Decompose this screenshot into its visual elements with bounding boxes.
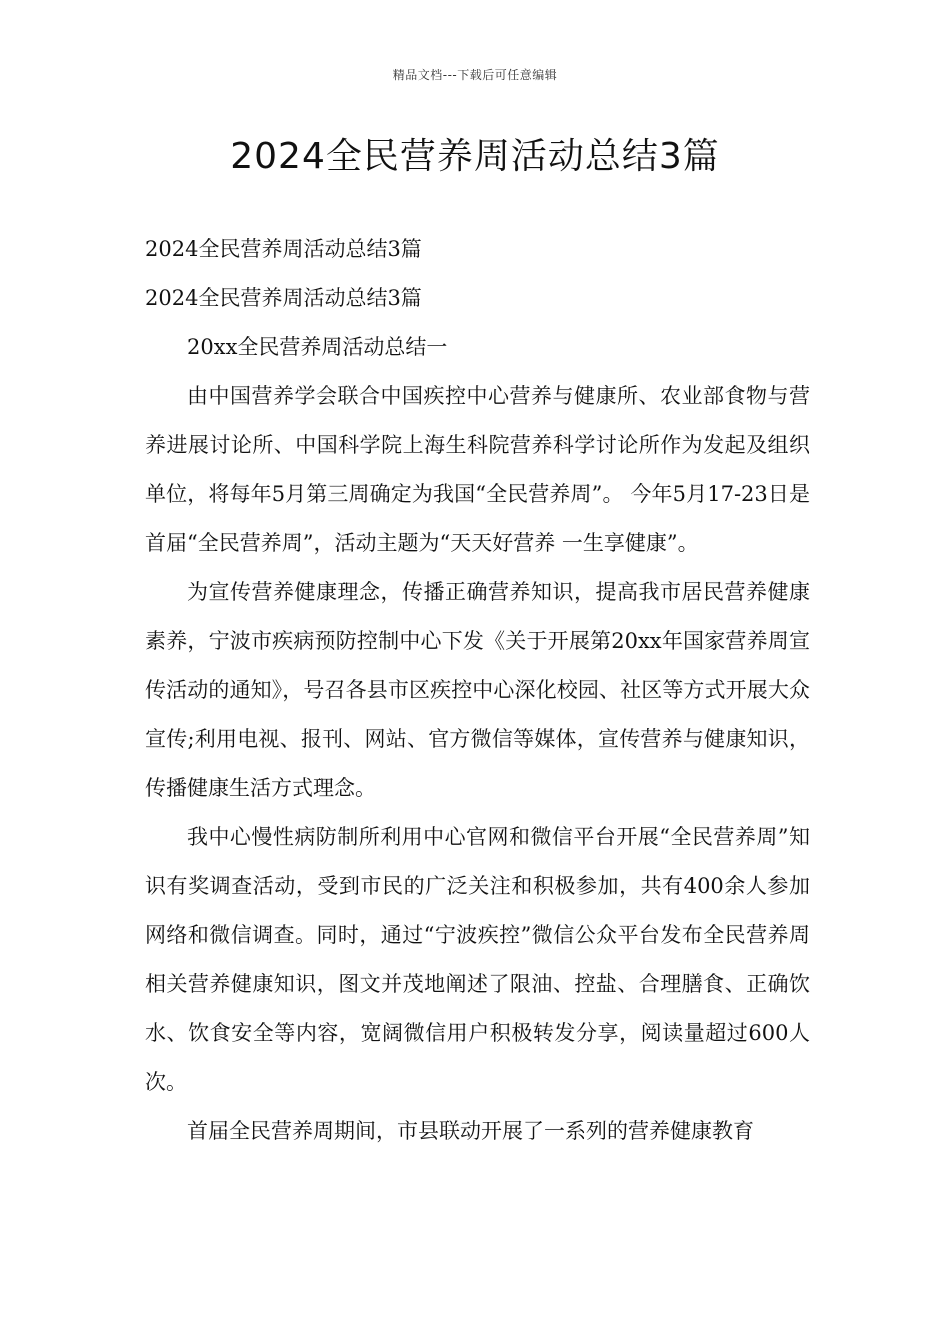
document-title: 2024全民营养周活动总结3篇 bbox=[230, 136, 720, 177]
header-note: 精品文档---下载后可任意编辑 bbox=[392, 68, 558, 82]
paragraph: 由中国营养学会联合中国疾控中心营养与健康所、农业部食物与营养进展讨论所、中国科学院上海生科院营养科学讨论所作为发起及组织单位，将每年5月第三周确定为我国“全民营养周”。 今年5月17-23日是首届“全民营养周”，活动主题为“天天好营养 一生享健康”。 bbox=[145, 384, 810, 555]
document-body bbox=[145, 225, 810, 1156]
paragraph-subtitle-2: 2024全民营养周活动总结3篇 bbox=[145, 286, 422, 310]
section-heading: 20xx全民营养周活动总结一 bbox=[187, 335, 448, 359]
paragraph: 首届全民营养周期间，市县联动开展了一系列的营养健康教育 bbox=[187, 1119, 754, 1143]
paragraph-subtitle-1: 2024全民营养周活动总结3篇 bbox=[145, 237, 422, 261]
paragraph: 为宣传营养健康理念，传播正确营养知识，提高我市居民营养健康素养，宁波市疾病预防控制中心下发《关于开展第20xx年国家营养周宣传活动的通知》，号召各县市区疾控中心深化校园、社区等方式开展大众宣传;利用电视、报刊、网站、官方微信等媒体，宣传营养与健康知识，传播健康生活方式理念。 bbox=[145, 580, 810, 800]
paragraph: 我中心慢性病防制所利用中心官网和微信平台开展“全民营养周”知识有奖调查活动，受到市民的广泛关注和积极参加，共有400余人参加网络和微信调查。同时，通过“宁波疾控”微信公众平台发布全民营养周相关营养健康知识，图文并茂地阐述了限油、控盐、合理膳食、正确饮水、饮食安全等内容，宽阔微信用户积极转发分享，阅读量超过600人次。 bbox=[145, 825, 810, 1094]
